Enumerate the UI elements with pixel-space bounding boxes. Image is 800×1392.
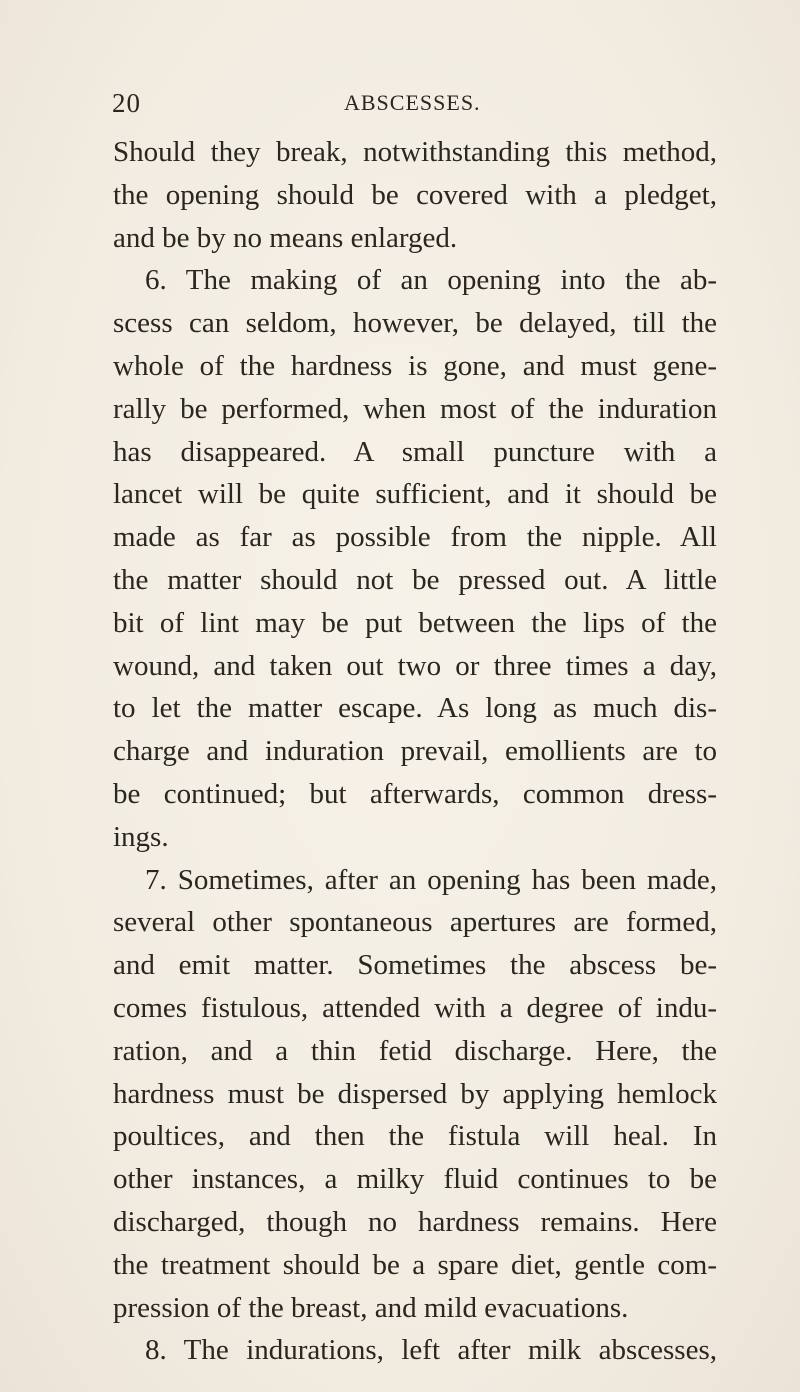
text-line: the opening should be covered with a pledget, [113, 178, 717, 211]
text-line: bit of lint may be put between the lips of the [113, 606, 717, 639]
text-line: the matter should not be pressed out. A little [113, 563, 717, 596]
running-head: ABSCESSES. [344, 90, 481, 115]
text-line: Should they break, notwithstanding this method, [113, 136, 717, 168]
text-line: made as far as possible from the nipple. All [113, 521, 717, 554]
body-text [113, 131, 717, 1372]
text-line: 8. The indurations, left after milk abscesses, [145, 1334, 717, 1367]
text-line: and be by no means enlarged. [113, 221, 458, 254]
text-line: hardness must be dispersed by applying hemlock [113, 1077, 717, 1110]
text-line: ration, and a thin fetid discharge. Here, the [113, 1034, 717, 1067]
page-header [112, 88, 712, 124]
text-line: ings. [113, 820, 169, 853]
text-line: rally be performed, when most of the induration [113, 392, 717, 425]
page-number: 20 [112, 88, 141, 118]
text-line: comes fistulous, attended with a degree of indu- [113, 991, 717, 1024]
text-line: scess can seldom, however, be delayed, till the [113, 307, 717, 340]
text-line: several other spontaneous apertures are formed, [113, 906, 717, 939]
text-line: lancet will be quite sufficient, and it should be [113, 478, 717, 511]
text-line: discharged, though no hardness remains. Here [113, 1205, 717, 1238]
text-line: 7. Sometimes, after an opening has been made, [145, 863, 717, 896]
text-line: charge and induration prevail, emollients are to [113, 735, 717, 768]
text-line: to let the matter escape. As long as much dis- [113, 692, 717, 725]
text-line: the treatment should be a spare diet, gentle com- [113, 1248, 717, 1281]
text-line: poultices, and then the fistula will heal. In [113, 1120, 717, 1153]
text-line: wound, and taken out two or three times a day, [113, 649, 717, 682]
text-line: and emit matter. Sometimes the abscess be- [113, 949, 717, 982]
text-line: other instances, a milky fluid continues to be [113, 1163, 717, 1196]
text-line: pression of the breast, and mild evacuations. [113, 1291, 629, 1324]
text-line: whole of the hardness is gone, and must gene- [113, 349, 717, 382]
text-line: 6. The making of an opening into the ab- [145, 264, 717, 297]
text-line: be continued; but afterwards, common dress- [113, 777, 717, 810]
text-line: has disappeared. A small puncture with a [113, 435, 717, 468]
